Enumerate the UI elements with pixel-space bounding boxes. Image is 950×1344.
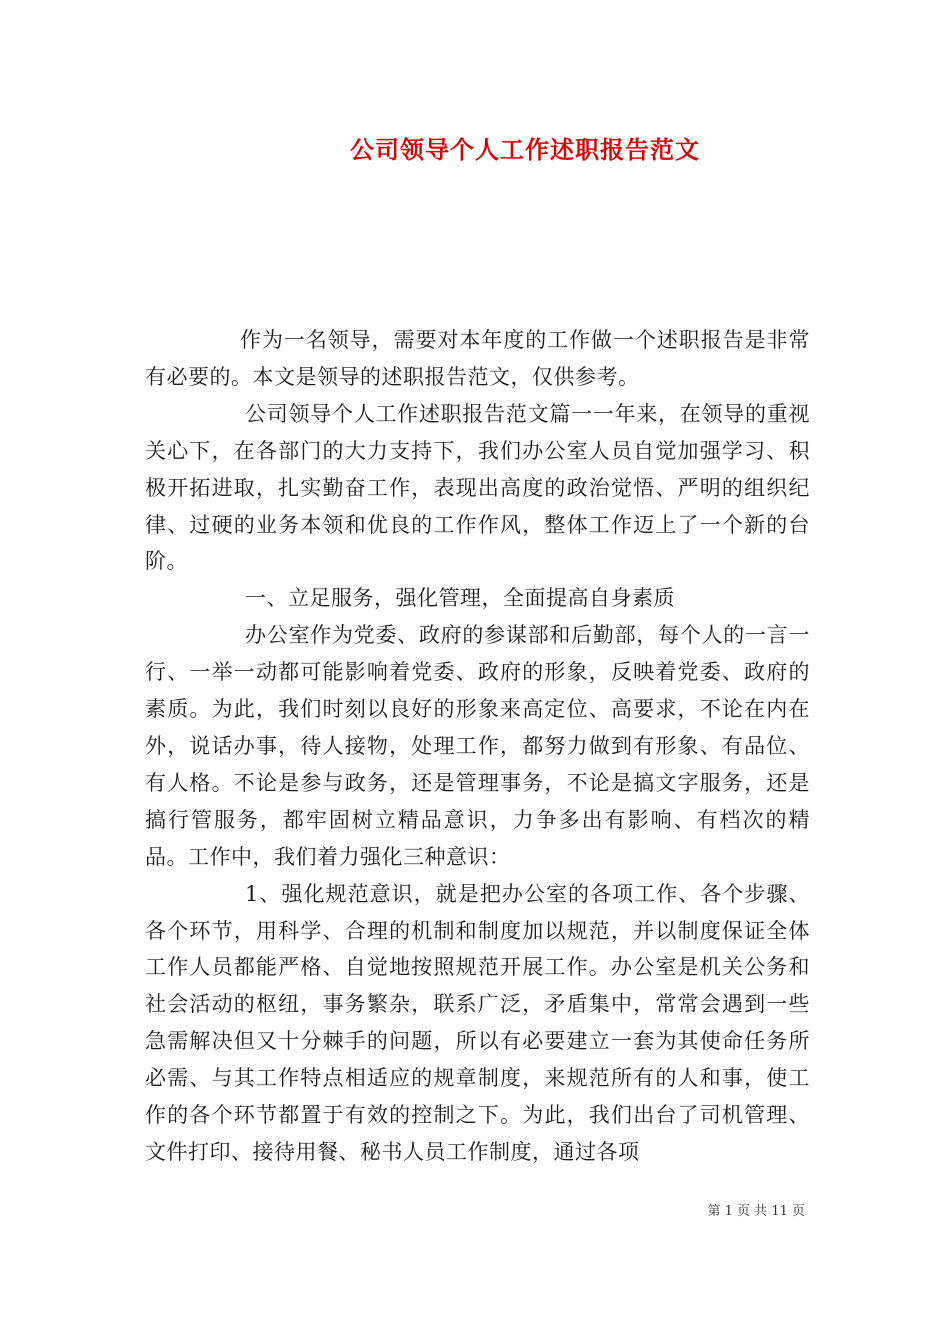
- paragraph-overview: 公司领导个人工作述职报告范文篇一一年来，在领导的重视关心下，在各部门的大力支持下，我们办公室人员自觉加强学习、积极开拓进取，扎实勤奋工作，表现出高度的政治觉悟、严明的组织纪律、过硬的业务本领和优良的工作作风，整体工作迈上了一个新的台阶。: [145, 401, 810, 574]
- paragraph-standards: 1、强化规范意识，就是把办公室的各项工作、各个步骤、各个环节，用科学、合理的机制和制度加以规范，并以制度保证全体工作人员都能严格、自觉地按照规范开展工作。办公室是机关公务和社会活动的枢纽，事务繁杂，联系广泛，矛盾集中，常常会遇到一些急需解决但又十分棘手的问题，所以有必要建立一套为其使命任务所必需、与其工作特点相适应的规章制度，来规范所有的人和事，使工作的各个环节都置于有效的控制之下。为此，我们出台了司机管理、文件打印、接待用餐、秘书人员工作制度，通过各项: [145, 881, 810, 1164]
- section-heading-1: 一、立足服务，强化管理，全面提高自身素质: [245, 586, 675, 611]
- page-number: 第 1 页 共 11 页: [707, 1204, 805, 1219]
- paragraph-office-role: 办公室作为党委、政府的参谋部和后勤部，每个人的一言一行、一举一动都可能影响着党委、政府的形象，反映着党委、政府的素质。为此，我们时刻以良好的形象来高定位、高要求，不论在内在外，说话办事，待人接物，处理工作，都努力做到有形象、有品位、有人格。不论是参与政务，还是管理事务，不论是搞文字服务，还是搞行管服务，都牢固树立精品意识，力争多出有影响、有档次的精品。工作中，我们着力强化三种意识：: [145, 623, 810, 869]
- paragraph-intro: 作为一名领导，需要对本年度的工作做一个述职报告是非常有必要的。本文是领导的述职报告范文，仅供参考。: [145, 328, 810, 389]
- document-body: [145, 322, 810, 1171]
- document-title: 公司领导个人工作述职报告范文: [350, 135, 700, 164]
